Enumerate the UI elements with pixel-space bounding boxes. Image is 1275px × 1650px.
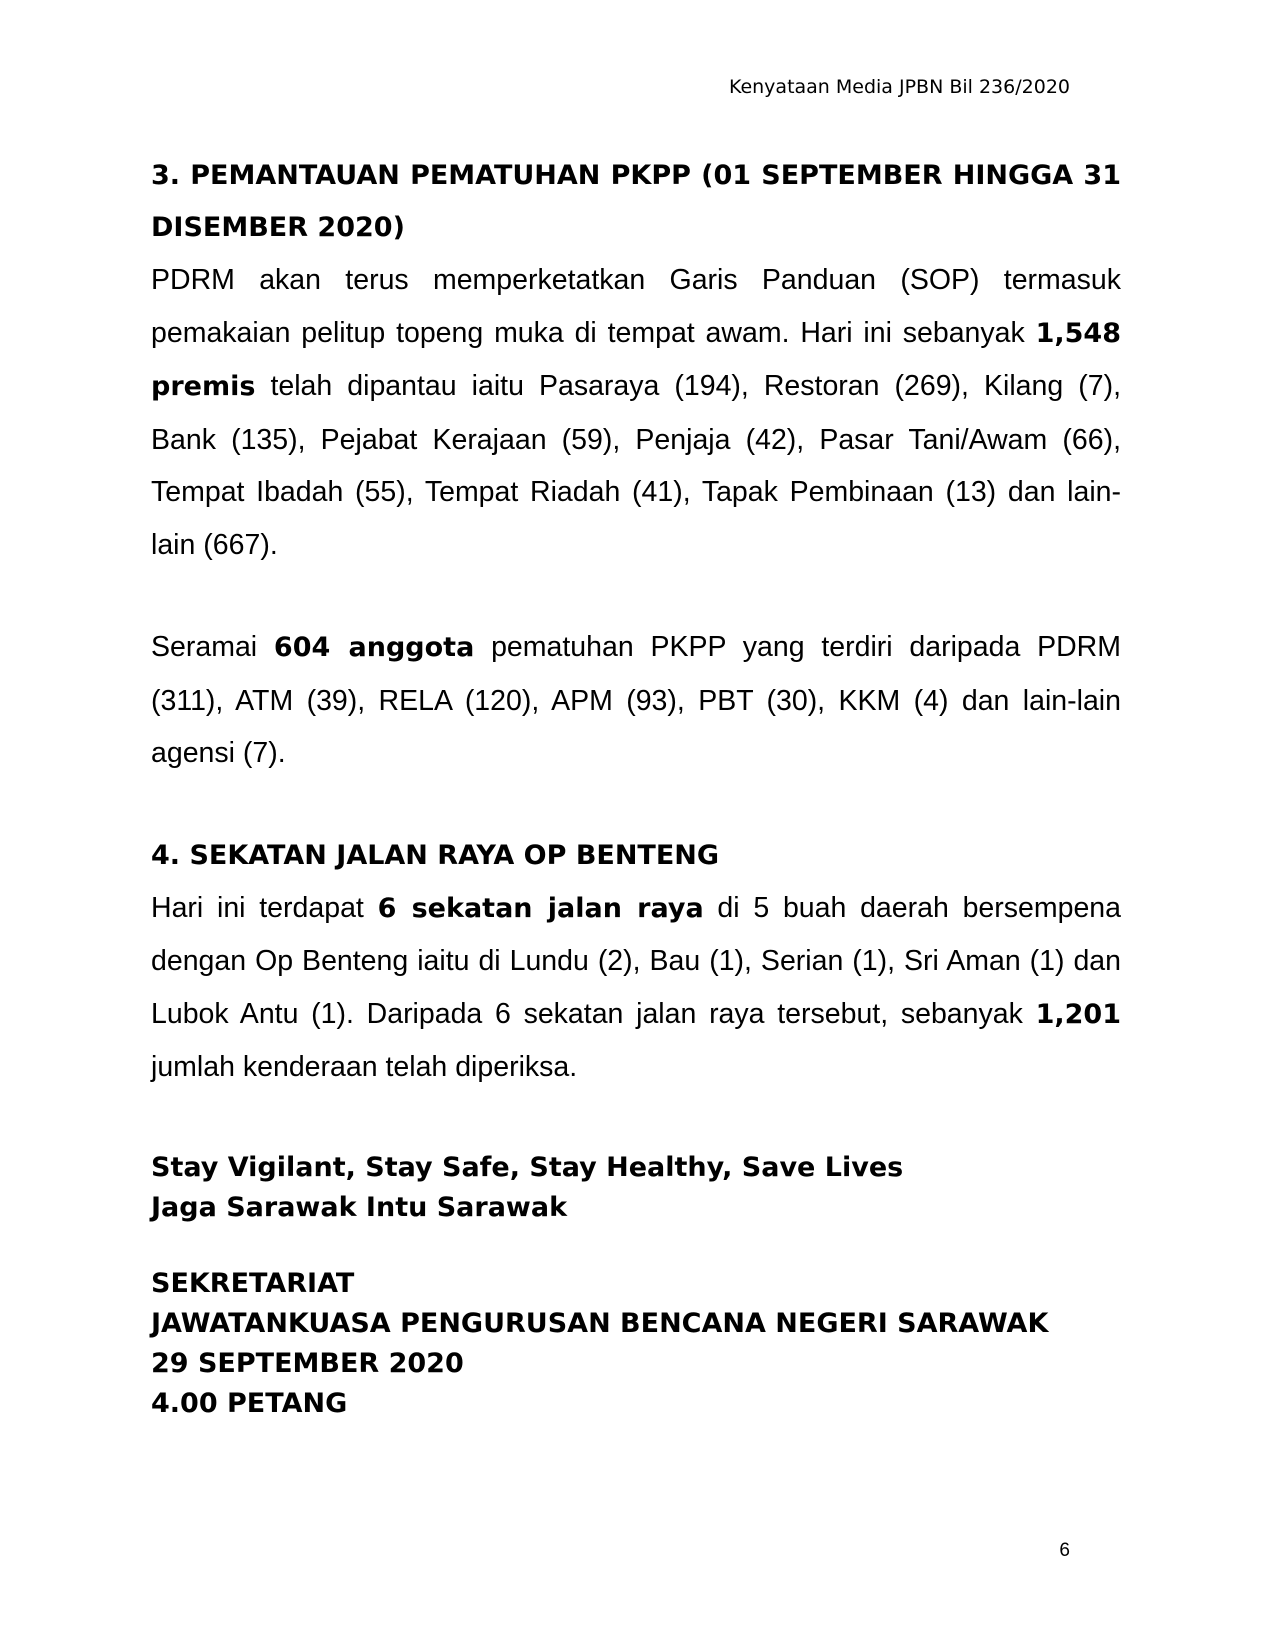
bold-run: 6 sekatan jalan raya	[377, 892, 704, 924]
signoff-time: 4.00 PETANG	[151, 1387, 348, 1419]
signoff-committee: JAWATANKUASA PENGURUSAN BENCANA NEGERI SARAWAK	[151, 1307, 1049, 1339]
bold-run: 604 anggota	[273, 632, 475, 663]
text-run: Seramai	[151, 631, 274, 663]
signoff-secretariat: SEKRETARIAT	[151, 1267, 355, 1299]
section-4-paragraph-1	[151, 882, 1121, 1094]
section-3-paragraph-1	[151, 254, 1121, 571]
section-3-heading: 3. PEMANTAUAN PEMATUHAN PKPP (01 SEPTEMBER HINGGA 31 DISEMBER 2020)	[151, 160, 1121, 243]
section-3-paragraph-2	[151, 621, 1121, 780]
document-header: Kenyataan Media JPBN Bil 236/2020	[728, 76, 1070, 98]
signoff-date: 29 SEPTEMBER 2020	[151, 1347, 464, 1379]
text-run: telah dipantau iaitu Pasaraya (194), Restoran (269), Kilang (7), Bank (135), Pejabat Kerajaan (59), Penjaja (42), Pasar Tani/Awam (66), Tempat Ibadah (55), Tempat Riadah (41), Tapak Pembinaan (13) dan lain-lain (667).	[151, 370, 1121, 561]
bold-run: 1,548 premis	[151, 317, 1121, 402]
document-body	[151, 150, 1121, 1424]
text-run: PDRM akan terus memperketatkan Garis Panduan (SOP) termasuk pemakaian pelitup topeng muka di tempat awam. Hari ini sebanyak	[151, 264, 1121, 349]
text-run: jumlah kenderaan telah diperiksa.	[151, 1051, 578, 1083]
text-run: di 5 buah daerah bersempena dengan Op Benteng iaitu di Lundu (2), Bau (1), Serian (1), Sri Aman (1) dan Lubok Antu (1). Daripada 6 sekatan jalan raya tersebut, sebanyak	[151, 891, 1122, 1030]
page-number: 6	[1059, 1540, 1070, 1561]
text-run: Hari ini terdapat	[151, 891, 378, 924]
slogan-line-1: Stay Vigilant, Stay Safe, Stay Healthy, Save Lives	[151, 1151, 904, 1183]
section-4-heading: 4. SEKATAN JALAN RAYA OP BENTENG	[151, 839, 720, 871]
text-run: pematuhan PKPP yang terdiri daripada PDRM (311), ATM (39), RELA (120), APM (93), PBT (30), KKM (4) dan lain-lain agensi (7).	[151, 631, 1121, 769]
bold-run: 1,201	[1035, 998, 1121, 1030]
slogan-line-2: Jaga Sarawak Intu Sarawak	[151, 1191, 568, 1223]
